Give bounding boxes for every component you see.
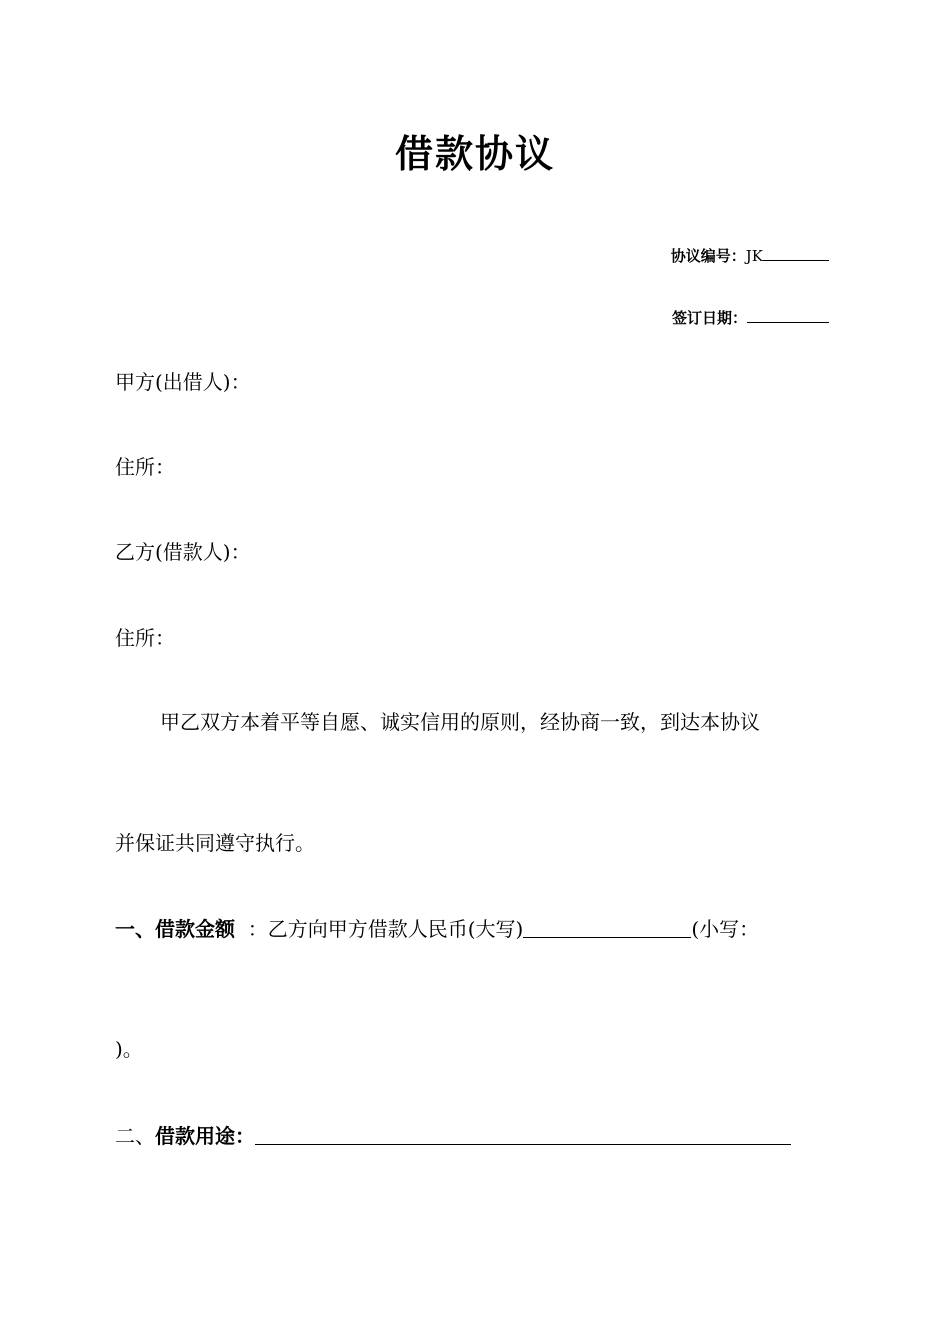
party-a-address-label: 住所： bbox=[115, 455, 175, 479]
clause-2 bbox=[115, 1122, 791, 1150]
clause-1-small-label: (小写： bbox=[691, 917, 760, 941]
agreement-number bbox=[671, 244, 829, 267]
party-a-label: 甲方(出借人)： bbox=[115, 370, 251, 394]
clause-1-heading: 一、借款金额 bbox=[115, 917, 235, 941]
party-b-label: 乙方(借款人)： bbox=[115, 540, 251, 564]
clause-1-text: ：乙方向甲方借款人民币(大写) bbox=[247, 917, 524, 941]
agreement-number-label: 协议编号： bbox=[670, 247, 746, 265]
agreement-number-prefix: JK bbox=[745, 247, 763, 265]
party-b-address-label: 住所： bbox=[115, 626, 175, 650]
document-title: 借款协议 bbox=[394, 132, 555, 176]
sign-date-blank[interactable] bbox=[747, 306, 829, 323]
sign-date bbox=[672, 306, 829, 329]
clause-1 bbox=[115, 915, 759, 943]
loan-purpose-blank[interactable] bbox=[255, 1124, 791, 1145]
amount-uppercase-blank[interactable] bbox=[523, 917, 691, 938]
sign-date-label: 签订日期： bbox=[671, 309, 747, 327]
clause-2-heading: 借款用途： bbox=[155, 1124, 255, 1148]
clause-2-prefix: 二、 bbox=[115, 1124, 155, 1148]
agreement-number-blank[interactable] bbox=[763, 244, 829, 261]
intro-line-2: 并保证共同遵守执行。 bbox=[115, 831, 315, 855]
intro-line-1: 甲乙双方本着平等自愿、诚实信用的原则，经协商一致，到达本协议 bbox=[160, 710, 760, 734]
clause-1-end: )。 bbox=[115, 1037, 143, 1061]
